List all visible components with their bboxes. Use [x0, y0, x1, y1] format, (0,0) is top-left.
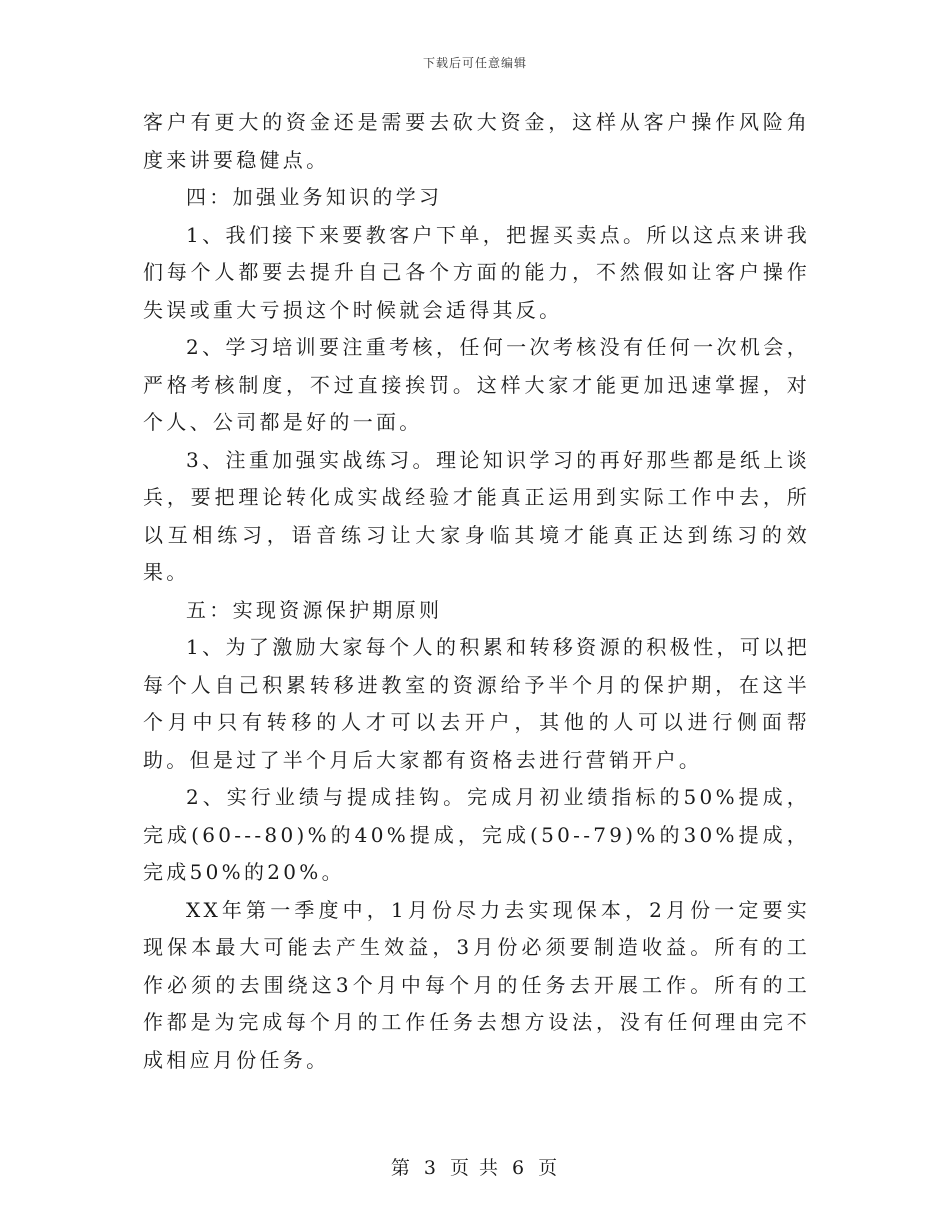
page-suffix: 页 — [538, 1157, 560, 1179]
paragraph-item: 1、为了激励大家每个人的积累和转移资源的积极性，可以把每个人自己积累转移进教室的资源给予半个月的保护期，在这半个月中只有转移的人才可以去开户，其他的人可以进行侧面帮助。但是过了半个月后大家都有资格去进行营销开户。 — [143, 635, 810, 772]
page-number — [0, 1153, 950, 1180]
paragraph-continuation: 客户有更大的资金还是需要去砍大资金，这样从客户操作风险角度来讲要稳健点。 — [143, 110, 810, 172]
section-heading-five: 五：实现资源保护期原则 — [186, 597, 443, 622]
section-heading-four: 四：加强业务知识的学习 — [186, 185, 443, 209]
paragraph-summary: XX年第一季度中，1月份尽力去实现保本，2月份一定要实现保本最大可能去产生效益，3月份必须要制造收益。所有的工作必须的去围绕这3个月中每个月的任务去开展工作。所有的工作都是为完成每个月的工作任务去想方设法，没有任何理由完不成相应月份任务。 — [143, 897, 810, 1072]
paragraph-item: 3、注重加强实战练习。理论知识学习的再好那些都是纸上谈兵，要把理论转化成实战经验才能真正运用到实际工作中去，所以互相练习，语音练习让大家身临其境才能真正达到练习的效果。 — [143, 447, 810, 584]
document-body — [143, 104, 810, 1079]
page-prefix: 第 — [390, 1157, 412, 1179]
header-note: 下载后可任意编辑 — [422, 56, 527, 70]
paragraph-item: 2、实行业绩与提成挂钩。完成月初业绩指标的50%提成，完成(60---80)%的40%提成，完成(50--79)%的30%提成，完成50%的20%。 — [143, 785, 810, 884]
page-total: 6 — [512, 1157, 527, 1179]
page-current: 3 — [423, 1157, 438, 1179]
paragraph-item: 2、学习培训要注重考核，任何一次考核没有任何一次机会，严格考核制度，不过直接挨罚。这样大家才能更加迅速掌握，对个人、公司都是好的一面。 — [143, 335, 810, 434]
page-middle: 页 共 — [449, 1157, 501, 1179]
paragraph-item: 1、我们接下来要教客户下单，把握买卖点。所以这点来讲我们每个人都要去提升自己各个方面的能力，不然假如让客户操作失误或重大亏损这个时候就会适得其反。 — [143, 222, 810, 322]
